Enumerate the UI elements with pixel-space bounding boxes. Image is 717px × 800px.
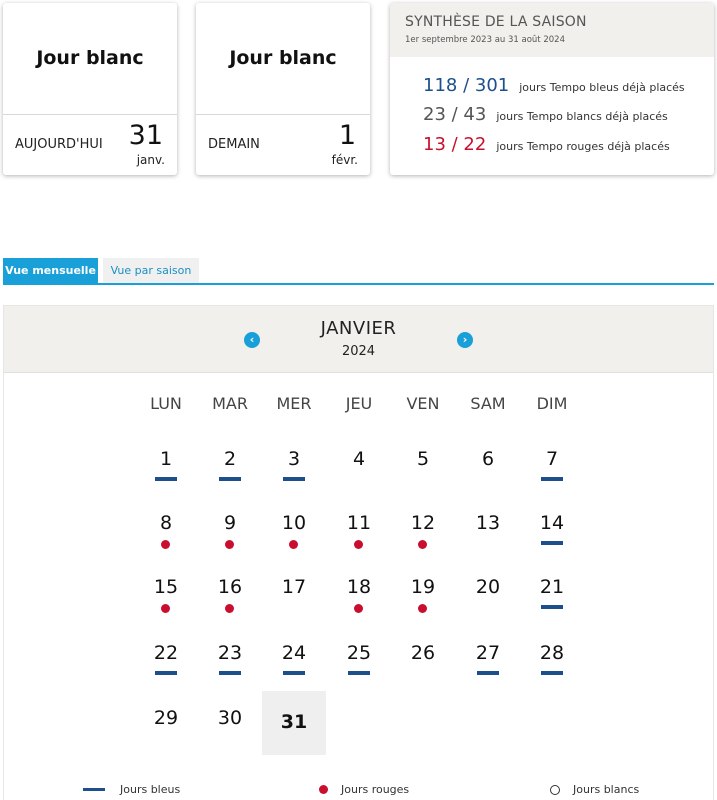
tab-monthly-view[interactable]: Vue mensuelle — [3, 258, 98, 283]
day-number: 7 — [545, 448, 559, 470]
calendar-day[interactable] — [391, 496, 455, 560]
day-number: 9 — [223, 512, 237, 534]
calendar-day[interactable] — [198, 496, 262, 560]
calendar-day[interactable] — [456, 496, 520, 560]
day-number: 12 — [410, 512, 436, 534]
day-number: 8 — [159, 512, 173, 534]
red-dot-icon — [319, 785, 328, 794]
blue-day-marker — [155, 671, 177, 675]
calendar-header — [4, 306, 713, 373]
today-month: janv. — [136, 153, 165, 167]
calendar-day[interactable] — [327, 432, 391, 496]
weekday-label: MER — [276, 394, 312, 413]
blue-count: 118 / 301 — [423, 75, 510, 96]
day-number: 23 — [217, 642, 243, 664]
calendar-day[interactable] — [520, 626, 584, 690]
chevron-left-icon[interactable]: ‹ — [244, 332, 260, 348]
weekday-label: JEU — [345, 394, 373, 413]
today-day: 31 — [128, 120, 163, 151]
red-count: 13 / 22 — [423, 134, 487, 155]
legend-blue-label: Jours bleus — [120, 783, 181, 796]
season-summary-card — [390, 3, 714, 175]
day-number: 30 — [217, 707, 243, 729]
summary-row-red — [423, 134, 670, 155]
calendar-day[interactable] — [262, 496, 326, 560]
today-label: AUJOURD'HUI — [15, 137, 103, 152]
calendar-day[interactable] — [262, 560, 326, 624]
tomorrow-label: DEMAIN — [208, 137, 260, 152]
calendar-day[interactable] — [134, 432, 198, 496]
calendar-day[interactable] — [327, 496, 391, 560]
red-day-marker — [418, 604, 427, 613]
red-day-marker — [289, 540, 298, 549]
blue-dash-icon — [83, 788, 105, 791]
day-number: 22 — [153, 642, 179, 664]
blue-day-marker — [477, 671, 499, 675]
red-day-marker — [225, 604, 234, 613]
blue-day-marker — [541, 477, 563, 481]
red-day-marker — [354, 540, 363, 549]
tomorrow-card — [196, 3, 370, 175]
day-number: 3 — [287, 448, 301, 470]
legend-red-label: Jours rouges — [341, 783, 410, 796]
day-number: 24 — [281, 642, 307, 664]
calendar-day[interactable] — [456, 560, 520, 624]
legend-white — [550, 783, 639, 796]
day-number: 2 — [223, 448, 237, 470]
calendar-day[interactable] — [520, 432, 584, 496]
weekday-label: VEN — [406, 394, 440, 413]
calendar-day[interactable] — [456, 432, 520, 496]
today-card — [3, 3, 177, 175]
weekday-label: SAM — [470, 394, 506, 413]
calendar-day[interactable] — [198, 560, 262, 624]
day-number: 14 — [539, 512, 565, 534]
day-number: 31 — [280, 711, 308, 733]
day-number: 18 — [346, 576, 372, 598]
calendar-day[interactable] — [198, 432, 262, 496]
day-number: 10 — [281, 512, 307, 534]
blue-day-marker — [348, 671, 370, 675]
calendar-day[interactable] — [391, 560, 455, 624]
calendar-day[interactable] — [520, 496, 584, 560]
calendar-day[interactable] — [134, 626, 198, 690]
tomorrow-color: Jour blanc — [229, 47, 337, 69]
divider — [3, 114, 177, 115]
calendar-day[interactable] — [262, 432, 326, 496]
tomorrow-month: févr. — [331, 153, 358, 167]
divider — [196, 114, 370, 115]
day-number: 6 — [481, 448, 495, 470]
legend-red — [319, 783, 409, 796]
tab-season-view[interactable]: Vue par saison — [103, 258, 199, 283]
legend-white-label: Jours blancs — [573, 783, 640, 796]
day-number: 11 — [346, 512, 372, 534]
blue-day-marker — [155, 477, 177, 481]
summary-row-white — [423, 104, 668, 125]
blue-day-marker — [219, 671, 241, 675]
calendar-day[interactable] — [134, 560, 198, 624]
blue-day-marker — [541, 671, 563, 675]
calendar-day[interactable] — [327, 560, 391, 624]
summary-row-blue — [423, 75, 685, 96]
calendar-month: JANVIER — [320, 318, 397, 339]
day-number: 25 — [346, 642, 372, 664]
legend-blue — [83, 783, 180, 796]
calendar-day[interactable] — [262, 626, 326, 690]
day-number: 5 — [416, 448, 430, 470]
blue-day-marker — [219, 477, 241, 481]
day-number: 17 — [281, 576, 307, 598]
white-circle-icon — [550, 785, 560, 795]
red-day-marker — [161, 540, 170, 549]
day-number: 15 — [153, 576, 179, 598]
month-calendar — [3, 305, 714, 800]
summary-header — [390, 3, 714, 57]
blue-day-marker — [541, 541, 563, 545]
today-color: Jour blanc — [36, 47, 144, 69]
blue-day-marker — [283, 477, 305, 481]
calendar-day[interactable] — [198, 691, 262, 755]
day-number: 16 — [217, 576, 243, 598]
day-number: 26 — [410, 642, 436, 664]
calendar-day[interactable] — [134, 496, 198, 560]
day-number: 21 — [539, 576, 565, 598]
day-number: 13 — [475, 512, 501, 534]
blue-day-marker — [283, 671, 305, 675]
calendar-day[interactable] — [198, 626, 262, 690]
calendar-day[interactable] — [391, 626, 455, 690]
weekday-label: MAR — [212, 394, 248, 413]
summary-title: SYNTHÈSE DE LA SAISON — [405, 14, 587, 30]
day-number: 20 — [475, 576, 501, 598]
day-number: 28 — [539, 642, 565, 664]
white-label: jours Tempo blancs déjà placés — [496, 110, 668, 123]
calendar-day-today[interactable] — [262, 691, 326, 755]
day-number: 19 — [410, 576, 436, 598]
calendar-day[interactable] — [134, 691, 198, 755]
red-day-marker — [354, 604, 363, 613]
calendar-day[interactable] — [327, 626, 391, 690]
blue-day-marker — [541, 605, 563, 609]
day-number: 27 — [475, 642, 501, 664]
weekday-label: LUN — [150, 394, 182, 413]
tabs-underline — [3, 283, 714, 285]
calendar-year: 2024 — [341, 344, 376, 359]
calendar-day[interactable] — [456, 626, 520, 690]
day-number: 4 — [352, 448, 366, 470]
white-count: 23 / 43 — [423, 104, 487, 125]
calendar-day[interactable] — [391, 432, 455, 496]
chevron-right-icon[interactable]: › — [457, 332, 473, 348]
red-day-marker — [161, 604, 170, 613]
red-day-marker — [418, 540, 427, 549]
weekday-label: DIM — [536, 394, 568, 413]
calendar-day[interactable] — [520, 560, 584, 624]
red-label: jours Tempo rouges déjà placés — [496, 140, 670, 153]
blue-label: jours Tempo bleus déjà placés — [519, 81, 685, 94]
summary-period: 1er septembre 2023 au 31 août 2024 — [405, 35, 565, 45]
tomorrow-day: 1 — [338, 120, 356, 151]
red-day-marker — [225, 540, 234, 549]
day-number: 1 — [159, 448, 173, 470]
day-number: 29 — [153, 707, 179, 729]
